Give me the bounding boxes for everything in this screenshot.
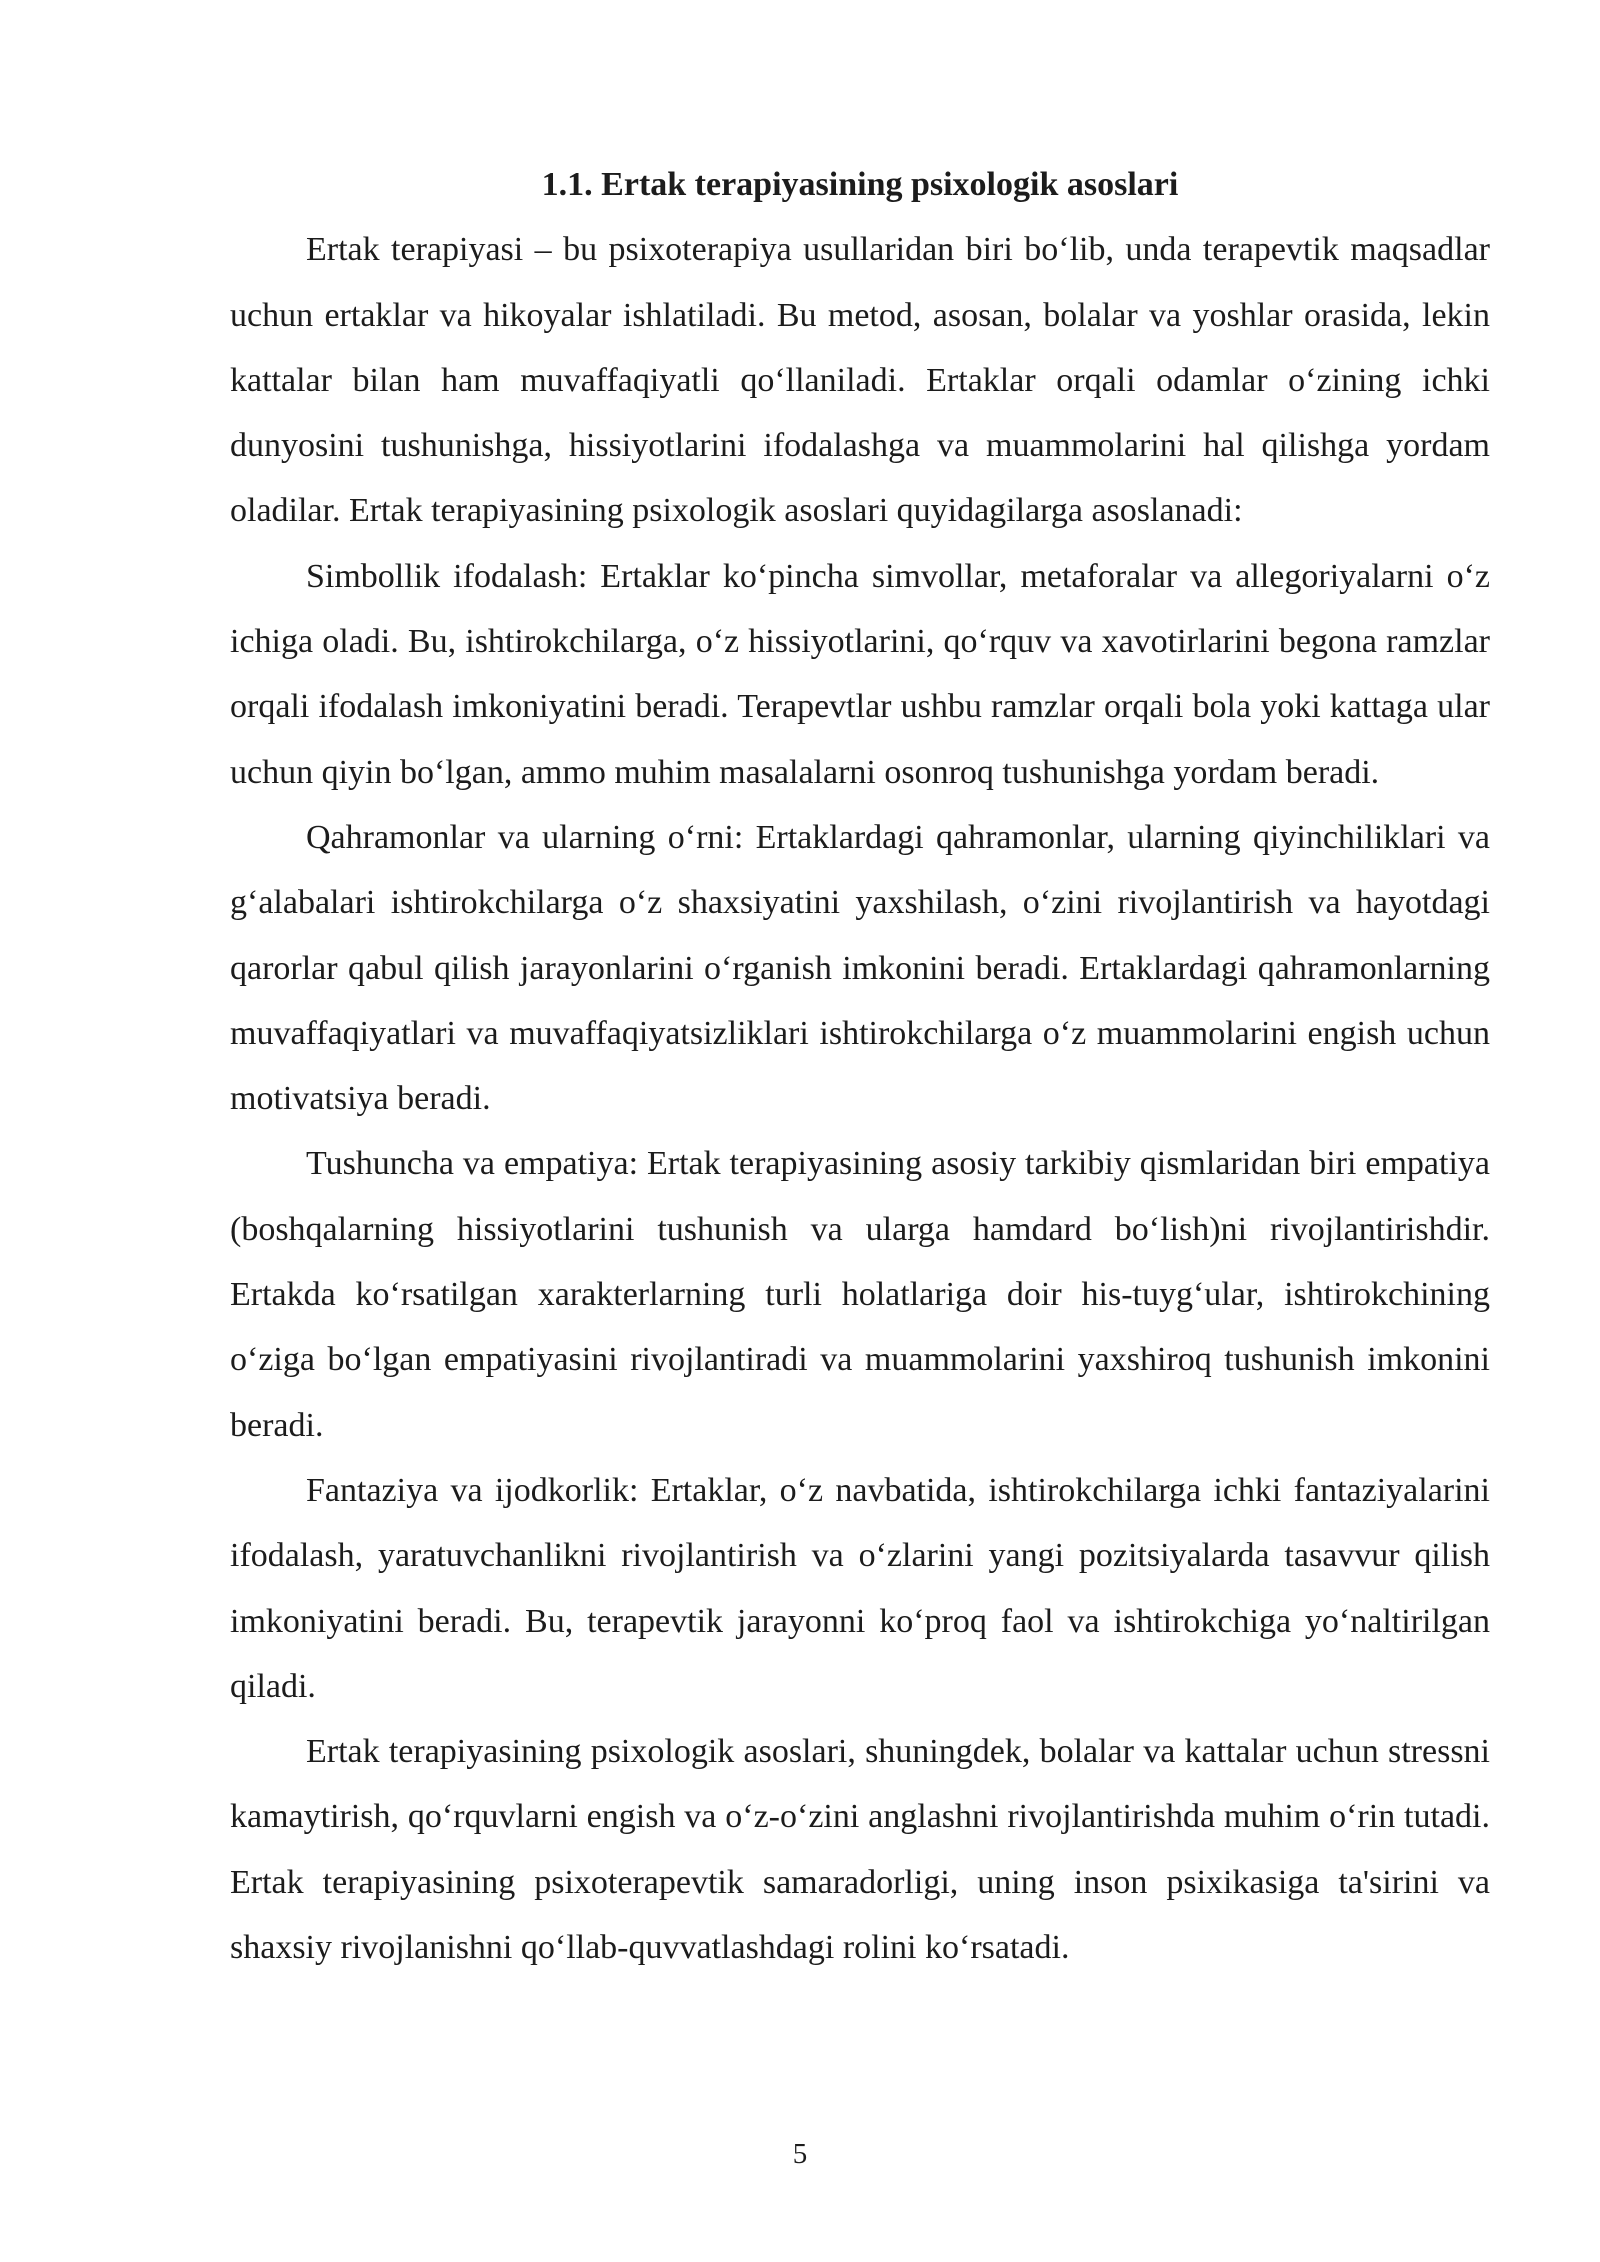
paragraph-heroes-role: Qahramonlar va ularning o‘rni: Ertaklardagi qahramonlar, ularning qiyinchiliklari va g‘alabalari ishtirokchilarga o‘z shaxsiyatini yaxshilash, o‘zini rivojlantirish va hayotdagi qarorlar qabul qilish jarayonlarini o‘rganish imkonini beradi. Ertaklardagi qahramonlarning muvaffaqiyatlari va muvaffaqiyatsizliklari ishtirokchilarga o‘z muammolarini engish uchun motivatsiya beradi. (230, 818, 1490, 1118)
paragraph-understanding-empathy: Tushuncha va empatiya: Ertak terapiyasining asosiy tarkibiy qismlaridan biri empatiya (boshqalarning hissiyotlarini tushunish va ularga hamdard bo‘lish)ni rivojlantirishdir. Ertakda ko‘rsatilgan xarakterlarning turli holatlariga doir his-tuyg‘ular, ishtirokchining o‘ziga bo‘lgan empatiyasini rivojlantiradi va muammolarini yaxshiroq tushunish imkonini beradi. (230, 1145, 1490, 1444)
page-content (230, 152, 1490, 1980)
page-number: 5 (792, 2138, 808, 2170)
section-heading: 1.1. Ertak terapiyasining psixologik asoslari (541, 166, 1179, 203)
paragraph-conclusion: Ertak terapiyasining psixologik asoslari, shuningdek, bolalar va kattalar uchun stressni kamaytirish, qo‘rquvlarni engish va o‘z-o‘zini anglashni rivojlantirishda muhim o‘rin tutadi. Ertak terapiyasining psixoterapevtik samaradorligi, uning inson psixikasiga ta'sirini va shaxsiy rivojlanishni qo‘llab-quvvatlashdagi rolini ko‘rsatadi. (230, 1733, 1490, 1967)
paragraph-intro: Ertak terapiyasi – bu psixoterapiya usullaridan biri bo‘lib, unda terapevtik maqsadlar uchun ertaklar va hikoyalar ishlatiladi. Bu metod, asosan, bolalar va yoshlar orasida, lekin kattalar bilan ham muvaffaqiyatli qo‘llaniladi. Ertaklar orqali odamlar o‘zining ichki dunyosini tushunishga, hissiyotlarini ifodalashga va muammolarini hal qilishga yordam oladilar. Ertak terapiyasining psixologik asoslari quyidagilarga asoslanadi: (230, 231, 1490, 530)
paragraph-symbolic-expression: Simbollik ifodalash: Ertaklar ko‘pincha simvollar, metaforalar va allegoriyalarni o‘z ichiga oladi. Bu, ishtirokchilarga, o‘z hissiyotlarini, qo‘rquv va xavotirlarini begona ramzlar orqali ifodalash imkoniyatini beradi. Terapevtlar ushbu ramzlar orqali bola yoki kattaga ular uchun qiyin bo‘lgan, ammo muhim masalalarni osonroq tushunishga yordam beradi. (230, 557, 1490, 791)
paragraph-fantasy-creativity: Fantaziya va ijodkorlik: Ertaklar, o‘z navbatida, ishtirokchilarga ichki fantaziyalarini ifodalash, yaratuvchanlikni rivojlantirish va o‘zlarini yangi pozitsiyalarda tasavvur qilish imkoniyatini beradi. Bu, terapevtik jarayonni ko‘proq faol va ishtirokchiga yo‘naltirilgan qiladi. (230, 1471, 1490, 1705)
